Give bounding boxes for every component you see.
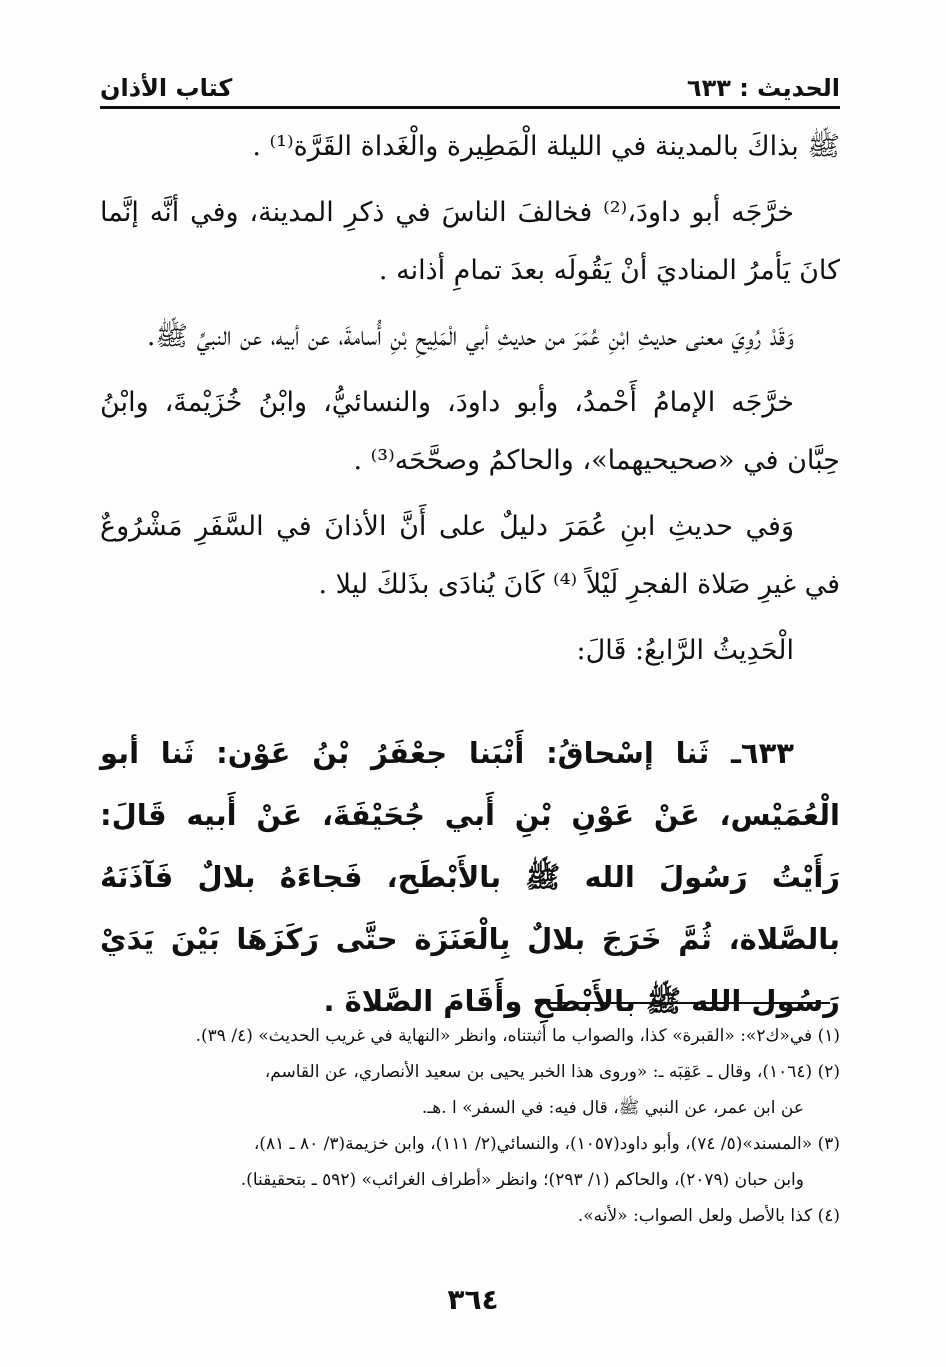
header-rule	[100, 106, 840, 109]
paragraph-1: ﷺ بذاكَ بالمدينة في الليلة الْمَطِيرة والْغَداة القَرَّة⁽¹⁾ .	[252, 131, 840, 162]
footnote-3: (٣) «المسند»(٥/ ٧٤)، وأبو داود(١٠٥٧)، والنسائي(٢/ ١١١)، وابن خزيمة(٣/ ٨٠ ـ ٨١)،	[253, 1134, 840, 1154]
header-hadith-number: الحديث : ٦٣٣	[686, 74, 840, 102]
paragraph-3: وَقَدْ رُوِيَ معنى حديثِ ابْنِ عُمَرَ من حديثِ أبي الْمَلِيحِ بْنِ أُسامةَ، عن أبيه، عن النبيِّ ﷺ.	[146, 321, 794, 352]
page-number: ٣٦٤	[447, 1283, 499, 1316]
footnote-rule	[536, 1002, 830, 1004]
section-heading: الْحَدِيثُ الرَّابعُ: قَالَ:	[576, 635, 794, 666]
header-book-title: كتاب الأذان	[100, 74, 233, 102]
footnote-2-continuation: عن ابن عمر، عن النبي ﷺ، قال فيه: في السفر» ا .هـ.	[421, 1098, 804, 1118]
running-header	[100, 62, 840, 102]
paragraph-2: خرَّجَه أبو داودَ،⁽²⁾ فخالفَ الناسَ في ذكرِ المدينة، وفي أنَّه إنَّما كانَ يَأمرُ المناديَ أنْ يَقُولَه بعدَ تمامِ أذانه .	[100, 197, 840, 286]
footnote-4: (٤) كذا بالأصل ولعل الصواب: «لأنه».	[577, 1206, 840, 1226]
footnote-3-continuation: وابن حبان (٢٠٧٩)، والحاكم (١/ ٢٩٣)؛ وانظر «أطراف الغرائب» (٥٩٢ ـ بتحقيقنا).	[240, 1170, 804, 1190]
body-text	[100, 118, 840, 688]
paragraph-4: خرَّجَه الإمامُ أَحْمدُ، وأبو داودَ، والنسائيُّ، وابْنُ خُزَيْمةَ، وابْنُ حِبَّان في «صحيحيهما»، والحاكمُ وصحَّحَه⁽³⁾ .	[100, 387, 840, 476]
paragraph-5: وَفي حديثِ ابنِ عُمَرَ دليلٌ على أَنَّ الأذانَ في السَّفَرِ مَشْرُوعٌ في غيرِ صَلاة الفجرِ لَيْلاً ⁽⁴⁾ كَانَ يُنادَى بذَلكَ ليلا .	[100, 511, 840, 600]
hadith-text: ٦٣٣ـ ثَنا إسْحاقُ: أَنْبَنا جعْفَرُ بْنُ عَوْن: ثَنا أبو الْعُمَيْس، عَنْ عَوْنِ بْنِ أَبي جُحَيْفَةَ، عَنْ أَبيه قَالَ: رَأَيْتُ رَسُولَ الله ﷺ بالأَبْطَح، فَجاءَهُ بلالٌ فَآذَنَهُ بالصَّلاة، ثُمَّ خَرَجَ بلالٌ بِالْعَنَزَة حتَّى رَكَزَهَا بَيْنَ يَدَيْ رَسُول الله ﷺ بالأَبْطَحِ وأَقَامَ الصَّلاةَ .	[100, 736, 840, 1018]
footnote-1: (١) في«ك٢»: «القبرة» كذا، والصواب ما أثبتناه، وانظر «النهاية في غريب الحديث» (٤/ ٣٩).	[195, 1026, 840, 1046]
footnotes	[100, 1018, 840, 1234]
footnote-2: (٢) (١٠٦٤)، وقال ـ عَقِبَه ـ: «وروى هذا الخبر يحيى بن سعيد الأنصاري، عن القاسم،	[264, 1062, 840, 1082]
